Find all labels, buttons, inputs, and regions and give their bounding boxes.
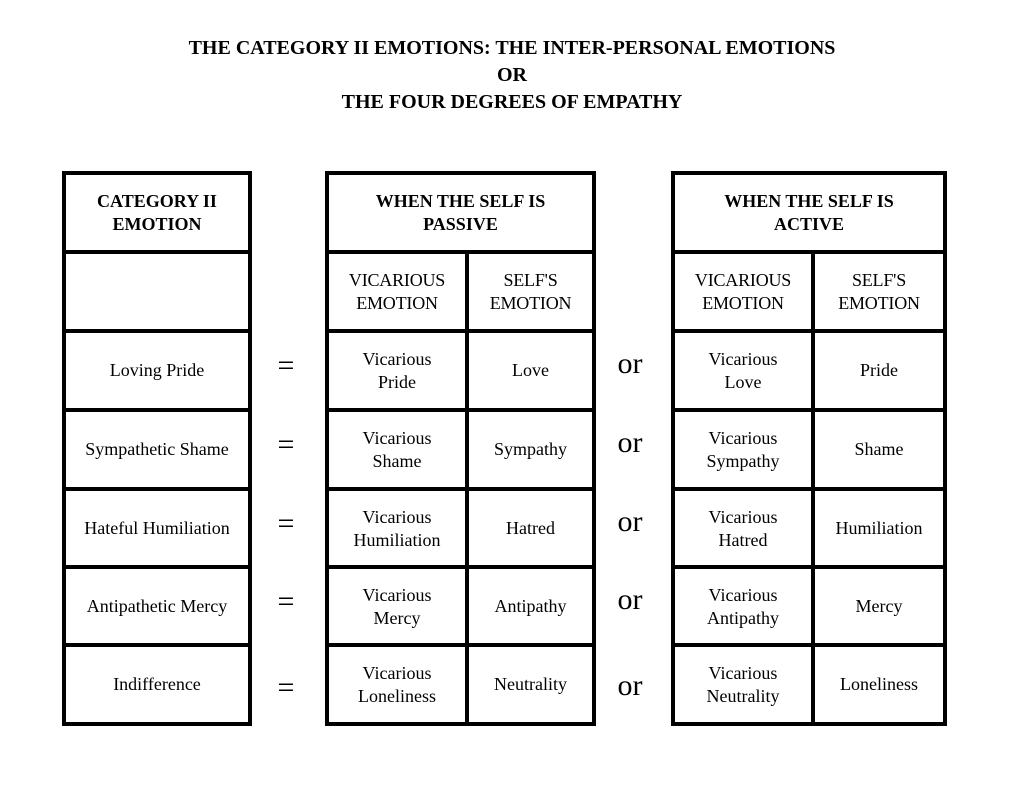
title-line-2: OR bbox=[497, 64, 527, 86]
passive-self-cell-label: Hatred bbox=[506, 518, 555, 538]
emotion-cell-label: Indifference bbox=[113, 674, 201, 694]
passive-vicarious-cell-label: Vicarious Humiliation bbox=[353, 506, 441, 550]
passive-self-subheader bbox=[465, 250, 596, 333]
or-connector: or bbox=[617, 505, 643, 538]
emotion-cell bbox=[62, 565, 252, 648]
emotion-cell bbox=[62, 329, 252, 412]
active-self-cell-label: Loneliness bbox=[840, 674, 918, 694]
active-self-cell-label: Pride bbox=[860, 360, 898, 380]
active-self-subheader-label: SELF'S EMOTION bbox=[838, 269, 920, 313]
passive-self-cell bbox=[465, 329, 596, 412]
active-vicarious-subheader bbox=[671, 250, 815, 333]
passive-self-cell-label: Antipathy bbox=[494, 596, 567, 616]
passive-vicarious-cell-label: Vicarious Loneliness bbox=[358, 662, 436, 706]
active-vicarious-cell bbox=[671, 643, 815, 726]
or-connector: or bbox=[617, 583, 643, 616]
active-self-cell-label: Humiliation bbox=[835, 518, 923, 538]
category-header-label: CATEGORY II EMOTION bbox=[97, 190, 217, 234]
passive-self-cell-label: Love bbox=[512, 360, 549, 380]
emotion-cell-label: Loving Pride bbox=[109, 360, 205, 380]
active-vicarious-cell bbox=[671, 487, 815, 570]
active-vicarious-cell-label: Vicarious Antipathy bbox=[707, 584, 779, 628]
active-header bbox=[671, 171, 947, 254]
emotion-cell-label: Antipathetic Mercy bbox=[86, 596, 228, 616]
equals-sign: = bbox=[277, 585, 295, 618]
equals-sign: = bbox=[277, 349, 295, 382]
title-line-3: THE FOUR DEGREES OF EMPATHY bbox=[341, 91, 683, 113]
active-vicarious-cell-label: Vicarious Love bbox=[708, 348, 778, 392]
passive-self-cell bbox=[465, 487, 596, 570]
or-connector: or bbox=[617, 347, 643, 380]
passive-self-cell bbox=[465, 643, 596, 726]
active-vicarious-cell bbox=[671, 408, 815, 491]
passive-self-cell-label: Neutrality bbox=[494, 674, 567, 694]
equals-sign: = bbox=[277, 671, 295, 704]
emotion-cell-label: Hateful Humiliation bbox=[84, 518, 230, 538]
passive-self-cell bbox=[465, 408, 596, 491]
active-self-cell bbox=[811, 487, 947, 570]
emotion-cell bbox=[62, 643, 252, 726]
passive-self-cell bbox=[465, 565, 596, 648]
passive-vicarious-subheader bbox=[325, 250, 469, 333]
active-vicarious-cell-label: Vicarious Hatred bbox=[708, 506, 778, 550]
passive-vicarious-cell bbox=[325, 487, 469, 570]
active-self-cell bbox=[811, 643, 947, 726]
passive-vicarious-cell bbox=[325, 565, 469, 648]
passive-vicarious-cell bbox=[325, 329, 469, 412]
category-blank-cell bbox=[62, 250, 252, 333]
passive-vicarious-cell-label: Vicarious Pride bbox=[362, 348, 432, 392]
emotion-cell bbox=[62, 408, 252, 491]
active-header-label: WHEN THE SELF IS ACTIVE bbox=[724, 190, 894, 234]
active-vicarious-cell bbox=[671, 329, 815, 412]
passive-self-subheader-label: SELF'S EMOTION bbox=[489, 269, 572, 313]
or-connector: or bbox=[617, 426, 643, 459]
passive-vicarious-cell bbox=[325, 408, 469, 491]
category-header bbox=[62, 171, 252, 254]
active-self-cell-label: Shame bbox=[854, 439, 904, 459]
passive-header bbox=[325, 171, 596, 254]
emotion-cell-label: Sympathetic Shame bbox=[85, 439, 229, 459]
active-self-cell bbox=[811, 565, 947, 648]
passive-vicarious-subheader-label: VICARIOUS EMOTION bbox=[348, 269, 446, 313]
active-vicarious-subheader-label: VICARIOUS EMOTION bbox=[694, 269, 792, 313]
active-self-cell bbox=[811, 329, 947, 412]
active-vicarious-cell-label: Vicarious Sympathy bbox=[706, 427, 780, 471]
passive-vicarious-cell-label: Vicarious Mercy bbox=[362, 584, 432, 628]
equals-sign: = bbox=[277, 428, 295, 461]
passive-vicarious-cell-label: Vicarious Shame bbox=[362, 427, 432, 471]
or-connector: or bbox=[617, 669, 643, 702]
active-self-cell bbox=[811, 408, 947, 491]
passive-vicarious-cell bbox=[325, 643, 469, 726]
active-vicarious-cell-label: Vicarious Neutrality bbox=[706, 662, 780, 706]
active-self-subheader bbox=[811, 250, 947, 333]
equals-sign: = bbox=[277, 507, 295, 540]
active-self-cell-label: Mercy bbox=[855, 596, 903, 616]
emotion-cell bbox=[62, 487, 252, 570]
passive-self-cell-label: Sympathy bbox=[493, 439, 567, 459]
active-vicarious-cell bbox=[671, 565, 815, 648]
title-line-1: THE CATEGORY II EMOTIONS: THE INTER-PERSONAL EMOTIONS bbox=[188, 37, 836, 59]
passive-header-label: WHEN THE SELF IS PASSIVE bbox=[375, 190, 546, 234]
